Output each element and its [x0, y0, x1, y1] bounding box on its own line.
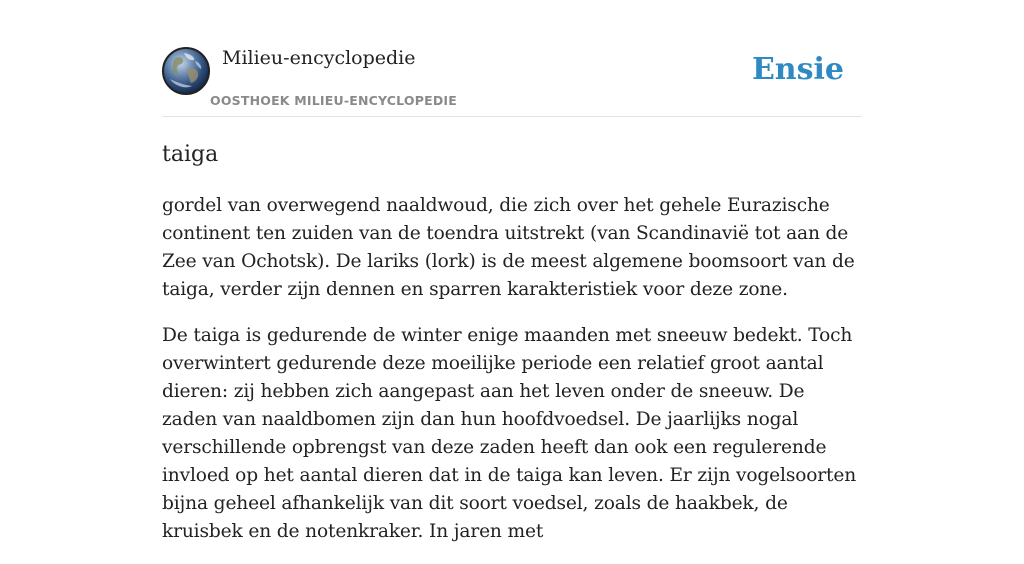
site-name[interactable]: Milieu-encyclopedie [222, 47, 416, 69]
article-paragraph: gordel van overwegend naaldwoud, die zich over het gehele Eurazische continent ten zuiden van de toendra uitstrekt (van Scandinavië tot aan de Zee van Ochotsk). De lariks (lork) is de meest algemene boomsoort van de taiga, verder zijn dennen en sparren karakteristiek voor deze zone. [162, 195, 855, 300]
site-header [162, 0, 862, 117]
brand-logo[interactable]: Ensie [751, 52, 844, 87]
article-body [162, 192, 862, 564]
earth-globe-icon[interactable] [162, 47, 210, 95]
site-subtitle[interactable]: OOSTHOEK MILIEU-ENCYCLOPEDIE [210, 93, 457, 108]
article-title: taiga [162, 142, 219, 167]
article-paragraph: De taiga is gedurende de winter enige maanden met sneeuw bedekt. Toch overwintert gedurende deze moeilijke periode een relatief groot aantal dieren: zij hebben zich aangepast aan het leven onder de sneeuw. De zaden van naaldbomen zijn dan hun hoofdvoedsel. De jaarlijks nogal verschillende opbrengst van deze zaden heeft dan ook een regulerende invloed op het aantal dieren dat in de taiga kan leven. Er zijn vogelsoorten bijna geheel afhankelijk van dit soort voedsel, zoals de haakbek, de kruisbek en de notenkraker. In jaren met [162, 325, 857, 542]
content-container [162, 0, 862, 542]
